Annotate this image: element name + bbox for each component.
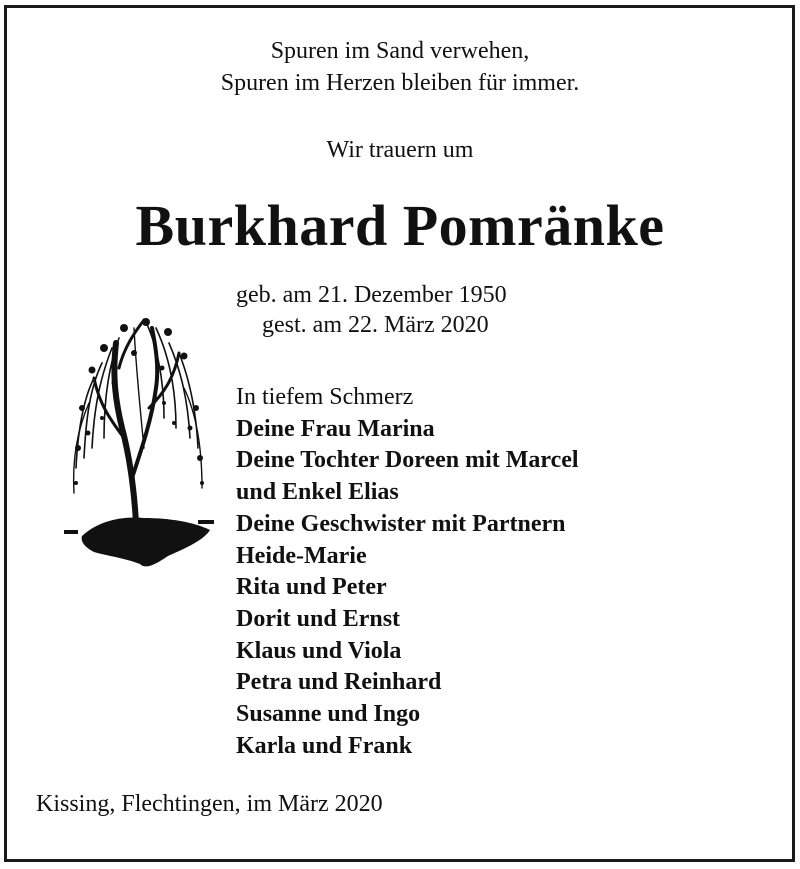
mourner-name: Rita und Peter xyxy=(236,574,387,601)
mourners-list xyxy=(236,382,579,762)
mourner-name: Karla und Frank xyxy=(236,732,413,759)
mourner-name: Deine Frau Marina xyxy=(236,415,435,442)
deceased-name: Burkhard Pomränke xyxy=(135,193,665,258)
mourner-name: Deine Geschwister mit Partnern xyxy=(236,510,566,537)
mourner-name: Susanne und Ingo xyxy=(236,701,421,728)
death-date: gest. am 22. März 2020 xyxy=(262,312,489,338)
intro-text: Wir trauern um xyxy=(326,137,474,163)
motto-line-1: Spuren im Sand verwehen, xyxy=(270,38,530,64)
mourner-name: und Enkel Elias xyxy=(236,479,399,506)
place-and-date: Kissing, Flechtingen, im März 2020 xyxy=(36,791,383,817)
mourners-lead: In tiefem Schmerz xyxy=(236,384,414,410)
mourner-name: Deine Tochter Doreen mit Marcel xyxy=(236,447,579,474)
mourner-name: Dorit und Ernst xyxy=(236,605,401,632)
motto-line-2: Spuren im Herzen bleiben für immer. xyxy=(220,70,580,96)
weeping-willow-icon xyxy=(64,308,214,583)
mourner-name: Klaus und Viola xyxy=(236,637,402,664)
mourner-name: Petra und Reinhard xyxy=(236,669,442,696)
birth-date: geb. am 21. Dezember 1950 xyxy=(236,282,507,308)
mourner-name: Heide-Marie xyxy=(236,542,367,569)
